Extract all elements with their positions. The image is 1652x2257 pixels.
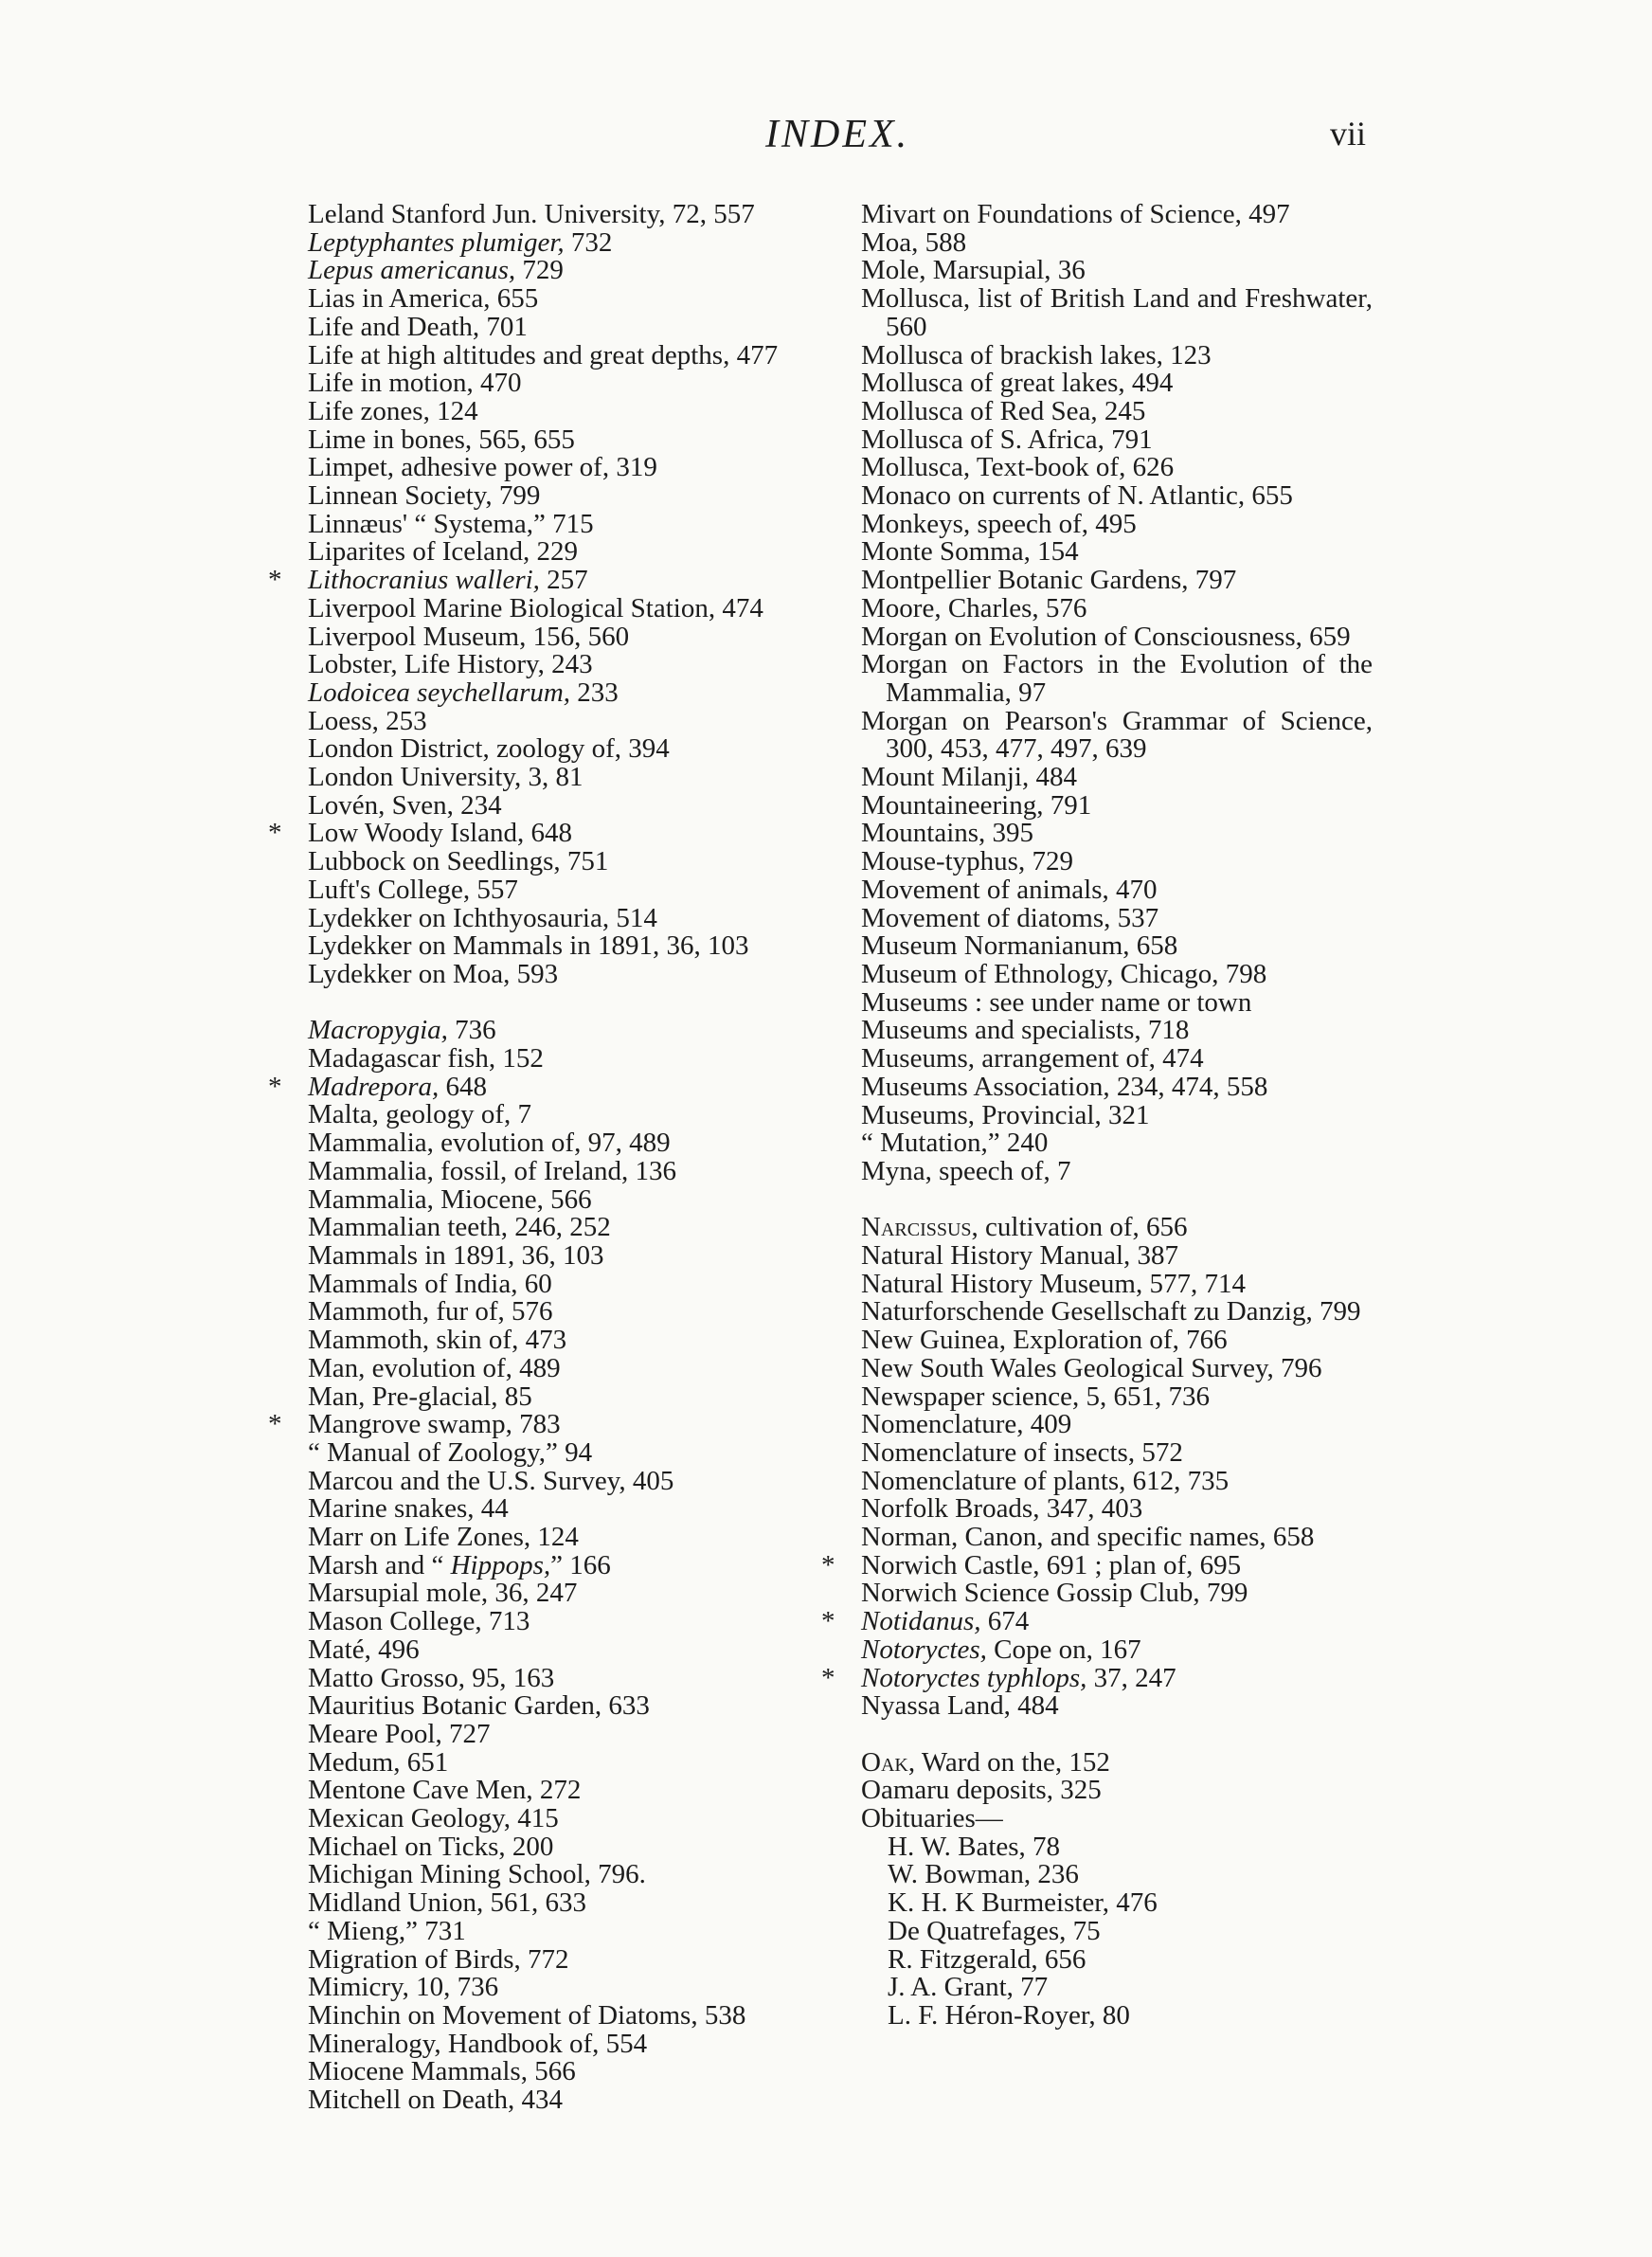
index-entry-text: Mammalian teeth, 246, 252 (308, 1212, 611, 1243)
index-entry (308, 226, 810, 258)
index-entry-text: Lydekker on Ichthyosauria, 514 (308, 902, 657, 933)
index-entry-text: New Guinea, Exploration of, 766 (861, 1325, 1228, 1356)
index-entry (861, 1580, 1373, 1608)
entry-italic-term: Notidanus, (861, 1606, 981, 1637)
index-entry-text: Man, evolution of, 489 (308, 1352, 561, 1383)
index-entry-text: Morgan on Pearson's Grammar of Science, 300, 453, 477, 497, 639 (861, 705, 1373, 765)
entry-small-caps-term: Oak, (861, 1746, 916, 1778)
index-entry (861, 1861, 1373, 1889)
index-entry-text: Moore, Charles, 576 (861, 592, 1087, 623)
index-entry (861, 1298, 1373, 1327)
index-entry-text: Mammalia, Miocene, 566 (308, 1183, 592, 1215)
index-entry (308, 1662, 810, 1693)
index-entry (308, 2028, 810, 2059)
index-entry (308, 2058, 810, 2086)
index-entry (308, 592, 810, 623)
index-entry (308, 1999, 810, 2031)
index-entry (308, 482, 810, 511)
index-entry-text: Mouse-typhus, 729 (861, 846, 1073, 877)
index-entry (861, 1833, 1373, 1862)
index-entry (861, 705, 1373, 765)
entry-rest: 233 (570, 677, 619, 708)
index-entry (861, 1099, 1373, 1130)
index-entry (861, 1214, 1373, 1242)
index-entry-text: Oamaru deposits, 325 (861, 1775, 1102, 1806)
index-entry (308, 932, 810, 961)
index-entry (861, 1889, 1373, 1918)
index-entry-text: “ Manual of Zoology,” 94 (308, 1436, 593, 1468)
index-entry-text: Mollusca of S. Africa, 791 (861, 424, 1153, 455)
index-entry-text: Leland Stanford Jun. University, 72, 557 (308, 199, 755, 229)
index-entry (308, 201, 810, 229)
entry-italic-term: Hippops, (450, 1549, 551, 1580)
index-entry-text: Lubbock on Seedlings, 751 (308, 846, 609, 877)
index-entry-text (308, 227, 612, 258)
index-entry-text: Mount Milanji, 484 (861, 762, 1077, 793)
index-entry-text: Maté, 496 (308, 1634, 420, 1665)
index-entry-text: H. W. Bates, 78 (888, 1831, 1061, 1862)
index-entry (308, 1101, 810, 1129)
index-entry-text: De Quatrefages, 75 (888, 1915, 1101, 1946)
index-entry-text: Life and Death, 701 (308, 311, 528, 342)
entry-rest: 736 (447, 1015, 496, 1046)
index-entry (308, 735, 810, 764)
index-entry-text: Montpellier Botanic Gardens, 797 (861, 565, 1237, 596)
index-entry-text: Monaco on currents of N. Atlantic, 655 (861, 480, 1293, 512)
index-entry (308, 1495, 810, 1524)
index-entry (861, 789, 1373, 821)
index-entry-text: Marr on Life Zones, 124 (308, 1522, 579, 1553)
index-entry (308, 1889, 810, 1918)
index-entry-text (308, 677, 619, 708)
index-entry (308, 1129, 810, 1158)
index-entry-text: Obituaries— (861, 1803, 1003, 1834)
entry-small-caps-term: Narcissus, (861, 1212, 979, 1243)
index-entry-text: London University, 3, 81 (308, 762, 584, 793)
index-entry-text: Mollusca, Text-book of, 626 (861, 452, 1175, 483)
index-entry-text: Mollusca of Red Sea, 245 (861, 395, 1146, 426)
index-entry-text: Mivart on Foundations of Science, 497 (861, 199, 1290, 229)
index-entry-text: L. F. Héron-Royer, 80 (888, 1999, 1130, 2031)
index-entry (308, 370, 810, 398)
index-entry-text: R. Fitzgerald, 656 (888, 1943, 1086, 1975)
index-entry-text: Mountains, 395 (861, 818, 1034, 849)
index-entry (308, 1183, 810, 1215)
index-entry (861, 1943, 1373, 1975)
index-entry (861, 285, 1373, 341)
entry-italic-term: Lithocranius walleri, (308, 565, 540, 596)
index-entry (861, 1155, 1373, 1186)
index-entry-text: Norwich Castle, 691 ; plan of, 695 (861, 1549, 1242, 1580)
entry-italic-term: Lodoicea seychellarum, (308, 677, 571, 708)
index-entry (861, 902, 1373, 933)
index-entry (308, 1805, 810, 1833)
index-entry-text: Mangrove swamp, 783 (308, 1409, 561, 1440)
index-entry: * Madrepora, 648 (268, 1071, 488, 1102)
entry-italic-term: Madrepora, (308, 1071, 440, 1102)
index-entry-text: Liverpool Museum, 156, 560 (308, 621, 630, 652)
index-entry-text: Lydekker on Moa, 593 (308, 958, 559, 989)
index-entry-text: Marine snakes, 44 (308, 1493, 509, 1525)
index-entry (308, 623, 810, 652)
index-entry (861, 932, 1373, 961)
index-entry: * Notoryctes typhlops, 37, 247 (821, 1662, 1176, 1693)
index-entry-text: Lias in America, 655 (308, 283, 539, 315)
index-entry-text: Luft's College, 557 (308, 874, 518, 905)
index-entry (308, 285, 810, 314)
entry-rest: Cope on, 167 (986, 1634, 1141, 1665)
index-entry (861, 1071, 1373, 1102)
index-entry-text: Migration of Birds, 772 (308, 1943, 569, 1975)
index-entry-text: Mammoth, fur of, 576 (308, 1296, 553, 1327)
index-entry-text: Lovén, Sven, 234 (308, 789, 502, 821)
index-entry-text: W. Bowman, 236 (888, 1859, 1079, 1890)
index-entry: * Lithocranius walleri, 257 (268, 565, 588, 596)
index-entry-text: Museum of Ethnology, Chicago, 798 (861, 958, 1267, 989)
index-entry-text: Michael on Ticks, 200 (308, 1831, 554, 1862)
index-entry-text (308, 1015, 496, 1045)
index-entry-text (861, 1663, 1176, 1693)
index-entry-text: “ Mieng,” 731 (308, 1915, 466, 1946)
index-entry (308, 1352, 810, 1383)
index-entry-text: Madagascar fish, 152 (308, 1043, 544, 1074)
index-entry (308, 508, 810, 539)
index-entry (308, 1549, 810, 1580)
index-entry (308, 1608, 810, 1636)
index-entry: * Notidanus, 674 (821, 1606, 1030, 1637)
index-entry-text: Mole, Marsupial, 36 (861, 255, 1086, 286)
index-entry-text: New South Wales Geological Survey, 796 (861, 1352, 1322, 1383)
index-entry-text: Mauritius Botanic Garden, 633 (308, 1690, 650, 1722)
index-entry (308, 789, 810, 821)
index-entry (308, 1943, 810, 1975)
index-entry (861, 1636, 1373, 1665)
index-entry (861, 395, 1373, 426)
index-entry-text: Mammals of India, 60 (308, 1268, 552, 1299)
index-entry-text: Limpet, adhesive power of, 319 (308, 452, 657, 483)
index-entry-text: Marsupial mole, 36, 247 (308, 1578, 578, 1609)
index-entry (308, 958, 810, 989)
index-entry-text: Mexican Geology, 415 (308, 1803, 559, 1834)
index-entry (861, 454, 1373, 482)
index-entry-text: Monkeys, speech of, 495 (861, 508, 1137, 539)
index-column-right (821, 199, 1373, 2031)
index-entry (861, 257, 1373, 285)
index-entry (308, 651, 810, 679)
index-entry-text: Malta, geology of, 7 (308, 1099, 531, 1130)
entry-italic-term: Notoryctes, (861, 1634, 987, 1665)
index-entry-text: Museums, arrangement of, 474 (861, 1043, 1204, 1074)
index-entry (861, 1465, 1373, 1496)
entry-prefix: Marsh and “ (308, 1549, 451, 1580)
index-entry (861, 1777, 1373, 1805)
index-entry-text: Morgan on Evolution of Consciousness, 659 (861, 621, 1351, 652)
running-head (0, 112, 1652, 159)
index-entry-text (861, 1212, 1187, 1242)
index-entry (308, 311, 810, 342)
index-entry (308, 1436, 810, 1468)
index-entry (861, 1129, 1373, 1158)
index-entry-text: Natural History Museum, 577, 714 (861, 1268, 1246, 1299)
index-entry-text (308, 1072, 487, 1102)
index-entry (861, 482, 1373, 511)
index-column-left (268, 199, 810, 2116)
index-entry (861, 567, 1373, 595)
index-entry-text: Mountaineering, 791 (861, 789, 1092, 821)
index-entry-text: Mineralogy, Handbook of, 554 (308, 2028, 648, 2059)
index-entry-text: Mammoth, skin of, 473 (308, 1325, 567, 1356)
index-entry-text: Loess, 253 (308, 705, 427, 736)
index-entry (308, 1327, 810, 1355)
index-entry (861, 1411, 1373, 1439)
index-entry-text: Museums, Provincial, 321 (861, 1099, 1150, 1130)
index-entry (308, 1718, 810, 1749)
index-entry (308, 1045, 810, 1074)
index-entry (308, 1580, 810, 1608)
index-entry-text: Lydekker on Mammals in 1891, 36, 103 (308, 930, 749, 962)
index-entry-text: K. H. K Burmeister, 476 (888, 1887, 1158, 1919)
index-entry-text: Lobster, Life History, 243 (308, 649, 593, 680)
index-entry-text (861, 1606, 1029, 1636)
index-entry (861, 876, 1373, 905)
index-entry (308, 395, 810, 426)
index-entry-text (308, 1550, 611, 1580)
index-entry (861, 1327, 1373, 1355)
page-title: INDEX. (765, 113, 910, 156)
entry-italic-term: Notoryctes typhlops, (861, 1662, 1087, 1693)
index-entry (861, 1383, 1373, 1412)
index-entry (308, 902, 810, 933)
index-entry-text: Meare Pool, 727 (308, 1718, 491, 1749)
index-entry (861, 1974, 1373, 2002)
page-number: vii (1330, 115, 1367, 153)
index-entry-text: Low Woody Island, 648 (308, 818, 573, 849)
index-entry-text: Michigan Mining School, 796. (308, 1859, 646, 1890)
index-entry-text (861, 1747, 1110, 1778)
index-entry (308, 1298, 810, 1327)
index-entry-text: Mollusca, list of British Land and Freshwater, 560 (861, 283, 1373, 342)
index-entry (861, 1692, 1373, 1721)
index-entry-text: Linnæus' “ Systema,” 715 (308, 508, 594, 539)
index-entry-text: Linnean Society, 799 (308, 480, 541, 512)
index-entry-text: Midland Union, 561, 633 (308, 1887, 587, 1919)
index-entry-text: Nyassa Land, 484 (861, 1690, 1059, 1722)
index-entry-text: Mollusca of great lakes, 494 (861, 368, 1174, 399)
index-entry (861, 651, 1373, 707)
index-entry (861, 1805, 1373, 1833)
index-entry (308, 339, 810, 370)
index-entry-text: Movement of animals, 470 (861, 874, 1158, 905)
index-entry (308, 1465, 810, 1496)
index-entry (308, 1974, 810, 2002)
section-gap (861, 1186, 1373, 1215)
index-entry-text (861, 1634, 1141, 1665)
index-entry (861, 201, 1373, 229)
index-entry (861, 1045, 1373, 1074)
entry-rest: 729 (515, 255, 564, 286)
index-entry (861, 1436, 1373, 1468)
index-entry-text: Mammalia, evolution of, 97, 489 (308, 1128, 671, 1159)
index-entry (308, 426, 810, 455)
index-entry-text: Natural History Manual, 387 (861, 1240, 1179, 1271)
index-entry (861, 986, 1373, 1018)
index-entry (308, 764, 810, 792)
index-entry-text: Mammals in 1891, 36, 103 (308, 1240, 604, 1271)
entry-rest: 674 (980, 1606, 1030, 1637)
index-entry (308, 1861, 810, 1889)
index-entry-text: Norfolk Broads, 347, 403 (861, 1493, 1143, 1525)
index-entry-text: Mason College, 713 (308, 1606, 530, 1637)
index-entry-text: Naturforschende Gesellschaft zu Danzig, 799 (861, 1296, 1361, 1327)
index-entry (308, 1746, 810, 1778)
index-entry (308, 538, 810, 567)
index-entry (861, 1242, 1373, 1271)
index-entry-text: Norwich Science Gossip Club, 799 (861, 1578, 1248, 1609)
index-entry (308, 2086, 810, 2115)
index-entry (861, 820, 1373, 848)
index-entry-text: J. A. Grant, 77 (888, 1972, 1049, 2003)
index-entry (861, 339, 1373, 370)
index-entry-text: Nomenclature, 409 (861, 1409, 1072, 1440)
index-entry (861, 1524, 1373, 1552)
index-entry (861, 1352, 1373, 1383)
index-entry (861, 1268, 1373, 1299)
index-entry (308, 1242, 810, 1271)
index-entry-text: Morgan on Factors in the Evolution of the Mammalia, 97 (861, 649, 1373, 708)
entry-italic-term: Leptyphantes plumiger, (308, 226, 565, 258)
index-entry (861, 1495, 1373, 1524)
index-entry-text: Liparites of Iceland, 229 (308, 536, 579, 568)
index-entry (308, 876, 810, 905)
index-entry-text: Liverpool Marine Biological Station, 474 (308, 592, 763, 623)
index-entry-text: Man, Pre-glacial, 85 (308, 1381, 532, 1412)
index-entry-text (308, 255, 564, 285)
index-entry (861, 1999, 1373, 2031)
index-entry-text: Miocene Mammals, 566 (308, 2056, 576, 2087)
index-entry (308, 1636, 810, 1665)
index-entry-text: Myna, speech of, 7 (861, 1155, 1071, 1186)
section-gap (308, 989, 810, 1018)
index-entry (308, 1017, 810, 1045)
index-entry (861, 623, 1373, 652)
index-entry (861, 1017, 1373, 1045)
index-entry-text: Life zones, 124 (308, 395, 478, 426)
index-entry-text: Monte Somma, 154 (861, 536, 1079, 568)
index-entry (308, 1524, 810, 1552)
index-entry (308, 1383, 810, 1412)
index-entry-text: Marcou and the U.S. Survey, 405 (308, 1465, 674, 1496)
index-entry-text: Museums and specialists, 718 (861, 1015, 1190, 1046)
index-entry-text: Museum Normanianum, 658 (861, 930, 1178, 962)
index-entry-text: Nomenclature of plants, 612, 735 (861, 1465, 1230, 1496)
index-entry (308, 705, 810, 736)
index-entry (308, 1214, 810, 1242)
index-entry (861, 592, 1373, 623)
index-entry-text: Mitchell on Death, 434 (308, 2085, 564, 2116)
index-entry-text: Medum, 651 (308, 1746, 449, 1778)
index-entry (308, 1155, 810, 1186)
entry-rest: cultivation of, 656 (978, 1212, 1188, 1243)
entry-rest: 257 (539, 565, 588, 596)
index-entry-text: Museums Association, 234, 474, 558 (861, 1071, 1268, 1102)
index-entry-text: Norman, Canon, and specific names, 658 (861, 1522, 1315, 1553)
index-entry-text: Mammalia, fossil, of Ireland, 136 (308, 1155, 676, 1186)
index-entry: * Low Woody Island, 648 (268, 818, 573, 849)
index-entry (861, 226, 1373, 258)
index-entry (861, 764, 1373, 792)
index-entry-text: Life in motion, 470 (308, 368, 522, 399)
index-entry (308, 454, 810, 482)
index-entry (308, 1268, 810, 1299)
section-gap (861, 1721, 1373, 1749)
index-entry-text: Nomenclature of insects, 572 (861, 1436, 1183, 1468)
index-entry (861, 1746, 1373, 1778)
entry-italic-term: Macropygia, (308, 1015, 448, 1046)
index-entry (861, 848, 1373, 876)
entry-italic-term: Lepus americanus, (308, 255, 516, 286)
index-entry (861, 958, 1373, 989)
index-entry-text: Life at high altitudes and great depths, 477 (308, 339, 779, 370)
index-entry-text: Minchin on Movement of Diatoms, 538 (308, 1999, 746, 2031)
index-entry-text: Museums : see under name or town (861, 986, 1252, 1018)
entry-rest: 732 (564, 226, 613, 258)
index-entry-text: Matto Grosso, 95, 163 (308, 1662, 555, 1693)
index-entry (861, 508, 1373, 539)
index-entry-text: Movement of diatoms, 537 (861, 902, 1159, 933)
index-entry-text (308, 565, 588, 595)
entry-rest: 648 (439, 1071, 488, 1102)
index-entry (308, 848, 810, 876)
index-entry-text: Lime in bones, 565, 655 (308, 424, 575, 455)
index-entry (308, 679, 810, 708)
index-entry-text: Mimicry, 10, 736 (308, 1972, 499, 2003)
index-entry (308, 1833, 810, 1862)
index-entry-text: “ Mutation,” 240 (861, 1128, 1049, 1159)
entry-rest: Ward on the, 152 (915, 1746, 1110, 1778)
index-entry (861, 426, 1373, 455)
index-entry (308, 1692, 810, 1721)
index-entry: * Norwich Castle, 691 ; plan of, 695 (821, 1549, 1242, 1580)
index-entry (308, 1777, 810, 1805)
index-entry-text: Mollusca of brackish lakes, 123 (861, 339, 1212, 370)
index-entry-text: Mentone Cave Men, 272 (308, 1775, 582, 1806)
entry-rest: ” 166 (550, 1549, 611, 1580)
index-entry (861, 538, 1373, 567)
index-entry-text: Moa, 588 (861, 226, 967, 258)
index-entry (861, 370, 1373, 398)
index-entry (308, 1915, 810, 1946)
index-entry-text: London District, zoology of, 394 (308, 733, 670, 765)
index-entry (308, 257, 810, 285)
index-entry-text: Newspaper science, 5, 651, 736 (861, 1381, 1211, 1412)
index-entry (861, 1915, 1373, 1946)
entry-rest: 37, 247 (1086, 1662, 1176, 1693)
index-entry: * Mangrove swamp, 783 (268, 1409, 561, 1440)
